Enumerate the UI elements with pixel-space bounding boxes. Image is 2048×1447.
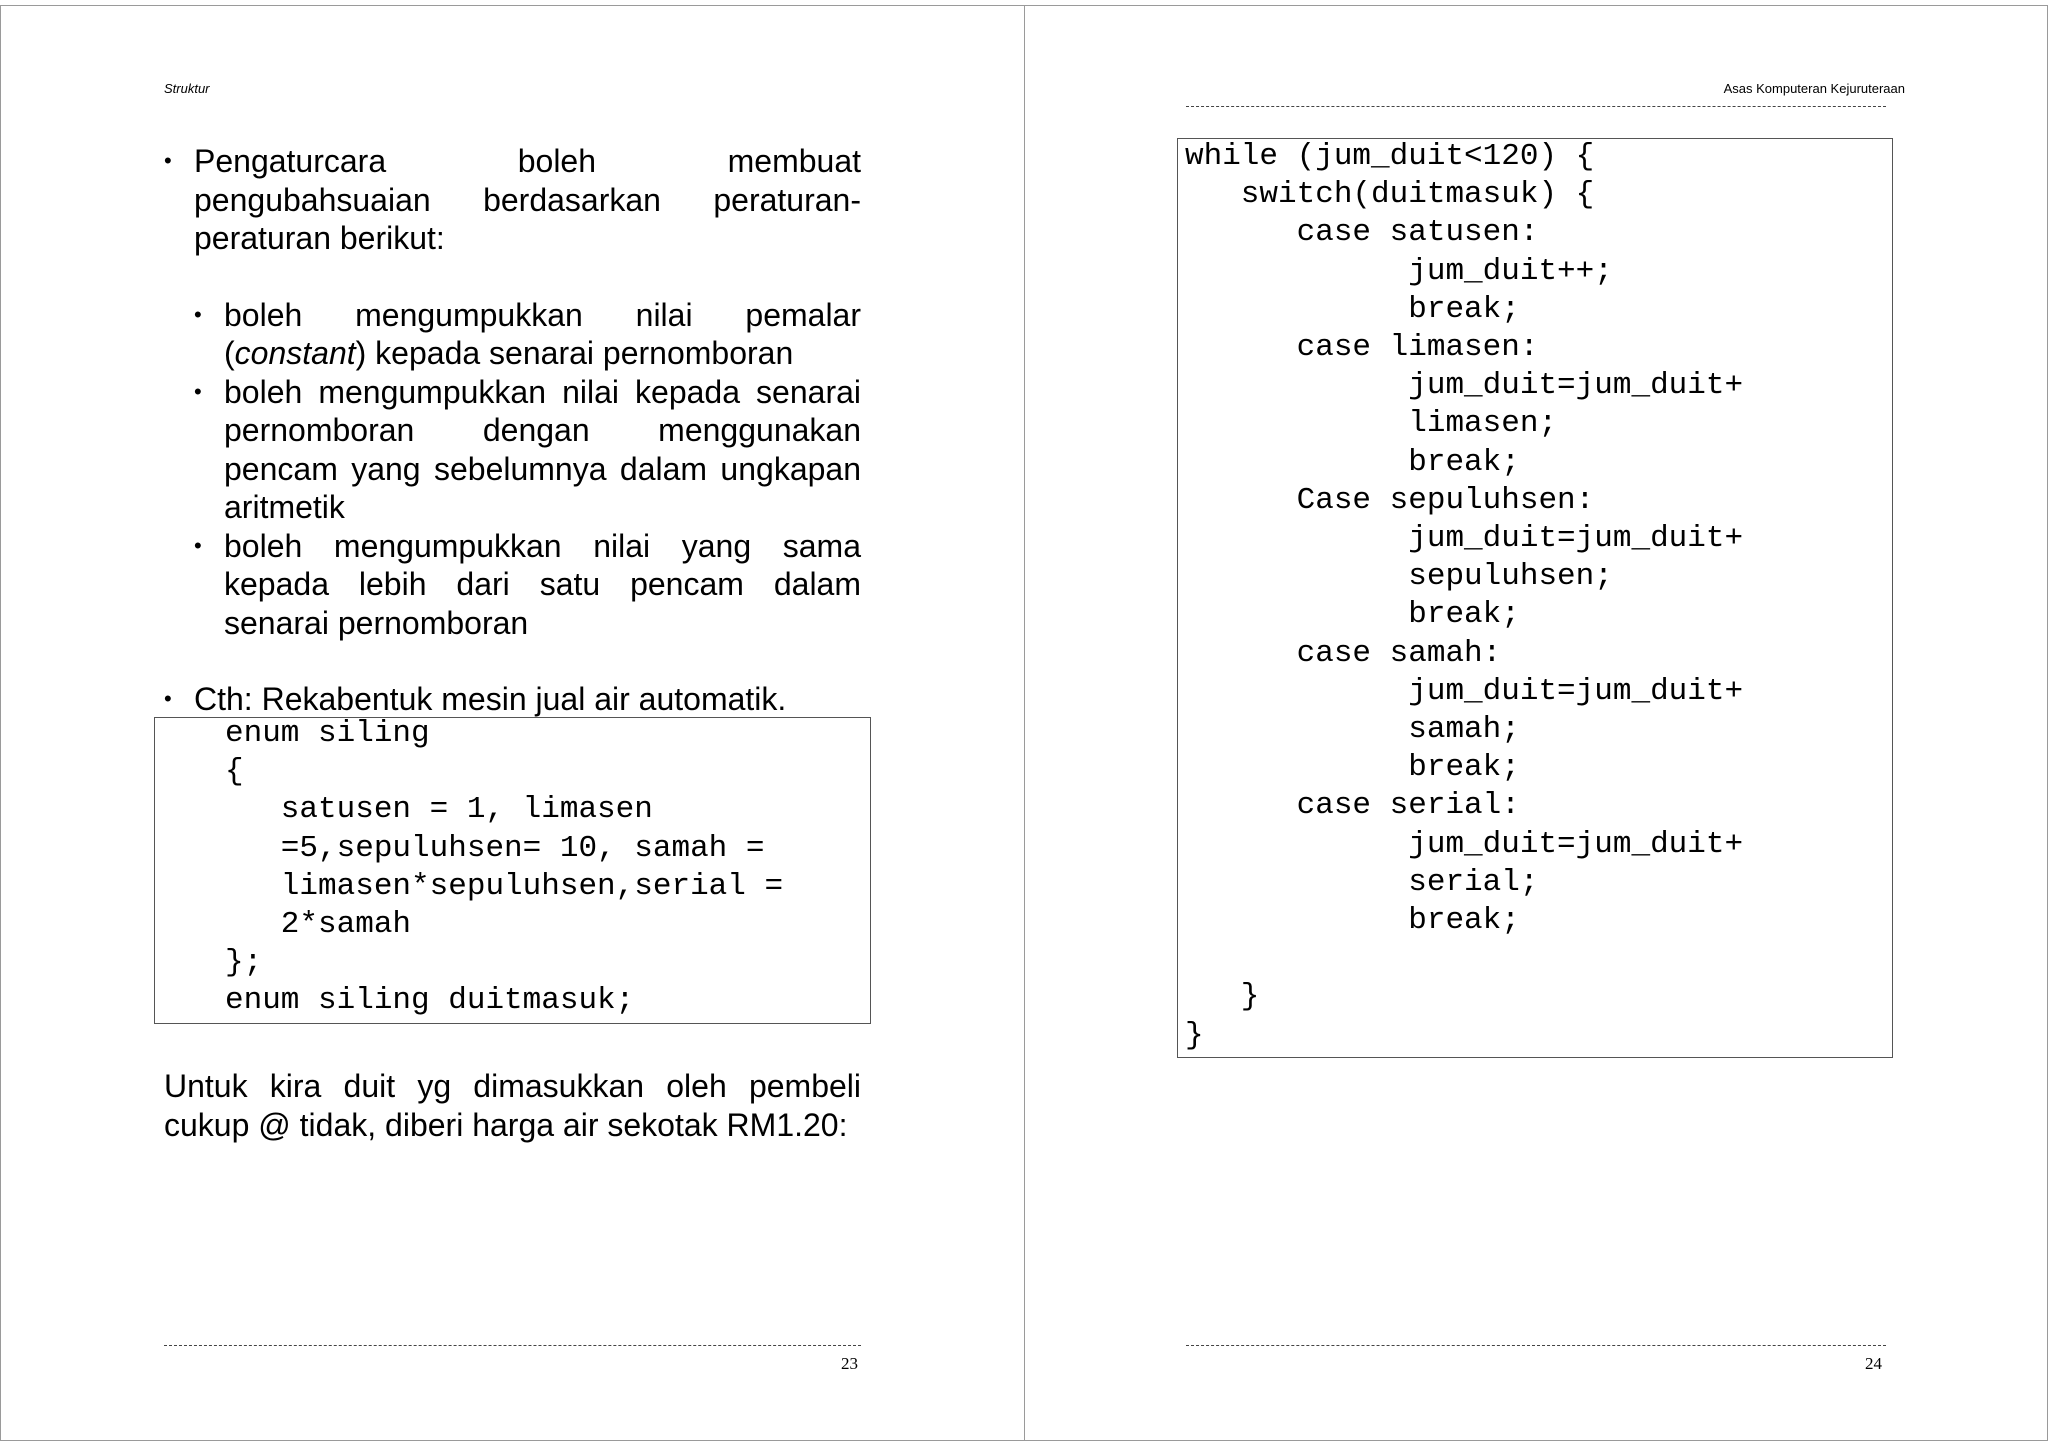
bullet-item-rules — [164, 142, 861, 258]
right-page — [1024, 5, 2048, 1441]
sub-bullet-text: boleh mengumpukkan nilai yang sama kepada lebih dari satu pencam dalam senarai pernomboran — [224, 527, 861, 641]
left-page-body — [164, 142, 861, 719]
switch-code: while (jum_duit<120) { switch(duitmasuk) { case satusen: jum_duit++; break; case limasen: jum_duit=jum_duit+ limasen; break; Case sepuluhsen: jum_duit=jum_duit+ sepuluhsen; break; case samah: jum_duit=jum_duit+ samah; break; case serial: jum_duit=jum_duit+ serial; break; } } — [1185, 139, 1744, 1053]
bullet-dot: • — [194, 301, 202, 327]
bullet-dot: • — [194, 532, 202, 558]
sub-bullet-item — [164, 296, 861, 373]
header-divider — [1186, 106, 1886, 107]
closing-paragraph: Untuk kira duit yg dimasukkan oleh pembeli cukup @ tidak, diberi harga air sekotak RM1.20: — [164, 1068, 861, 1143]
sub-bullet-item — [164, 373, 861, 527]
sub-bullet-text: boleh mengumpukkan nilai kepada senarai pernomboran dengan menggunakan pencam yang sebelumnya dalam ungkapan aritmetik — [224, 373, 861, 525]
page-header-left: Struktur — [164, 81, 210, 96]
bullet-dot: • — [164, 686, 172, 711]
sub-bullet-text-part: ) kepada senarai pernomboran — [355, 335, 794, 371]
left-page — [0, 5, 1025, 1441]
enum-code: enum siling { satusen = 1, limasen =5,sepuluhsen= 10, samah = limasen*sepuluhsen,serial = 2*samah }; enum siling duitmasuk; — [225, 716, 784, 1019]
footer-divider — [1186, 1345, 1886, 1346]
bullet-dot: • — [164, 148, 172, 173]
italic-term: constant — [234, 335, 356, 371]
footer-divider — [164, 1345, 861, 1346]
page-number-right: 24 — [1865, 1354, 1882, 1373]
page-number-left: 23 — [841, 1354, 858, 1373]
page-header-right: Asas Komputeran Kejuruteraan — [1723, 81, 1905, 96]
switch-code-box — [1177, 138, 1893, 1058]
sub-bullet-list — [164, 296, 861, 643]
bullet-dot: • — [194, 378, 202, 404]
sub-bullet-text — [224, 296, 861, 373]
bullet-text-rules: Pengaturcara boleh membuat pengubahsuaian berdasarkan peraturan-peraturan berikut: — [194, 143, 861, 256]
bullet-text-example: Cth: Rekabentuk mesin jual air automatik. — [194, 681, 787, 717]
sub-bullet-item — [164, 527, 861, 643]
sub-bullet-text-part: boleh mengumpukkan nilai pemalar ( — [224, 296, 861, 371]
bullet-item-example — [164, 680, 861, 719]
enum-code-box — [154, 717, 871, 1024]
